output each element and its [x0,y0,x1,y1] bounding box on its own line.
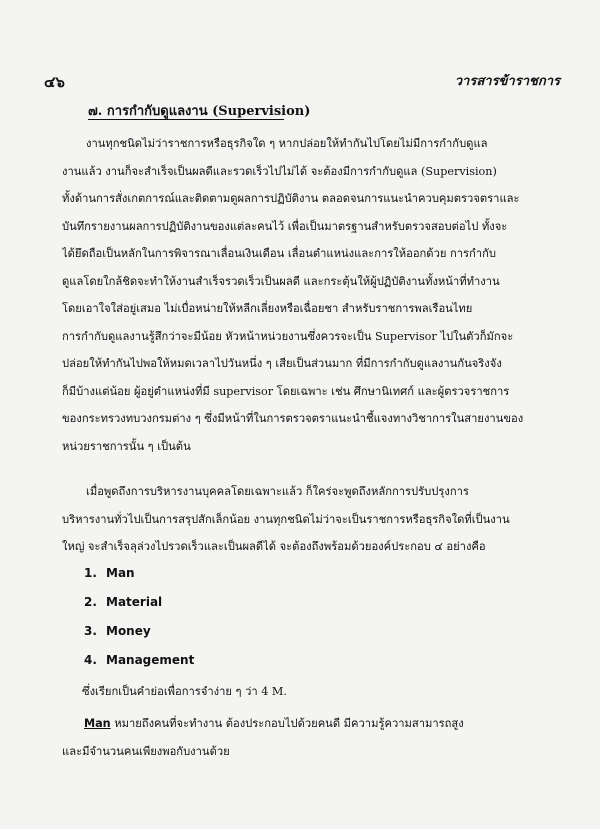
paragraph-supervision [62,130,554,460]
paragraph-line: บริหารงานทั่วไปเป็นการสรุปสักเล็กน้อย งานทุกชนิดไม่ว่าจะเป็นราชการหรือธุรกิจใดที่เป็นงาน [62,512,510,526]
section-heading: ๗. การกำกับดูแลงาน (Supervision) [88,104,311,119]
list-item-label: Money [106,624,151,638]
list-item [84,653,194,682]
list-item [84,566,194,595]
list-item-number: 1. [84,566,97,580]
list-item [84,595,194,624]
list-item-number: 2. [84,595,97,609]
factors-list [84,566,194,682]
list-item-number: 4. [84,653,97,667]
paragraph-line: ดูแลโดยใกล้ชิดจะทำให้งานสำเร็จรวดเร็วเป็นผลดี และกระตุ้นให้ผู้ปฏิบัติงานทั้งหน้าที่ทำงาน [62,274,500,288]
paragraph-man [62,710,554,766]
paragraph-line: ทั้งด้านการสั่งเกตการณ์และติดตามดูผลการปฏิบัติงาน ตลอดจนการแนะนำควบคุมตรวจตราและ [62,192,520,205]
list-item-number: 3. [84,624,97,638]
paragraph-text: หมายถึงคนที่จะทำงาน ต้องประกอบไปด้วยคนดี มีความรู้ความสามารถสูง [110,717,464,730]
paragraph-management-summary [62,478,554,561]
term-man: Man [84,717,111,730]
journal-title: วารสารข้าราชการ [454,74,560,89]
paragraph-line: และมีจำนวนคนเพียงพอกับงานด้วย [62,745,230,758]
paragraph-line [62,710,554,738]
paragraph-line: ของกระทรวงทบวงกรมต่าง ๆ ซึ่งมีหน้าที่ในการตรวจตราแนะนำชี้แจงทางวิชาการในสายงานของ [62,412,524,425]
list-item-label: Material [106,595,163,609]
paragraph-line: หน่วยราชการนั้น ๆ เป็นต้น [62,439,191,453]
paragraph-line: งานแล้ว งานก็จะสำเร็จเป็นผลดีและรวดเร็วไปไม่ได้ จะต้องมีการกำกับดูแล (Supervision) [62,164,497,178]
paragraph-line: โดยเอาใจใส่อยู่เสมอ ไม่เบื่อหน่ายให้หลีกเลี่ยงหรือเฉื่อยชา สำหรับราชการพลเรือนไทย [62,302,473,315]
paragraph-line: ได้ยึดถือเป็นหลักในการพิจารณาเลื่อนเงินเดือน เลื่อนตำแหน่งและการให้ออกด้วย การกำกับ [62,247,496,260]
paragraph-line: การกำกับดูแลงานรู้สึกว่าจะมีน้อย หัวหน้าหน่วยงานซึ่งควรจะเป็น Supervisor ไปในตัวก็มักจะ [62,329,514,343]
paragraph-line: เมื่อพูดถึงการบริหารงานบุคคลโดยเฉพาะแล้ว ก็ใคร่จะพูดถึงหลักการปรับปรุงการ [86,485,469,498]
page-number: ๔๖ [44,73,65,91]
heading-underline [88,119,284,120]
four-m-summary: ซึ่งเรียกเป็นคำย่อเพื่อการจำง่าย ๆ ว่า 4 M. [82,685,287,698]
list-item-label: Man [106,566,135,580]
paragraph-line: ใหญ่ จะสำเร็จลุล่วงไปรวดเร็วและเป็นผลดีได้ จะต้องถึงพร้อมด้วยองค์ประกอบ ๔ อย่างคือ [62,540,486,553]
paragraph-line: ก็มีบ้างแต่น้อย ผู้อยู่ตำแหน่งที่มี supervisor โดยเฉพาะ เช่น ศึกษานิเทศก์ และผู้ตรวจราชการ [62,384,510,398]
paragraph-line: ปล่อยให้ทำกันไปพอให้หมดเวลาไปวันหนึ่ง ๆ เสียเป็นส่วนมาก ที่มีการกำกับดูแลงานกันจริงจัง [62,357,502,370]
paragraph-line: งานทุกชนิดไม่ว่าราชการหรือธุรกิจใด ๆ หากปล่อยให้ทำกันไปโดยไม่มีการกำกับดูแล [86,137,488,150]
list-item-label: Management [106,653,195,667]
list-item [84,624,194,653]
paragraph-line: บันทึกรายงานผลการปฏิบัติงานของแต่ละคนไว้ เพื่อเป็นมาตรฐานสำหรับตรวจสอบต่อไป ทั้งจะ [62,219,508,233]
